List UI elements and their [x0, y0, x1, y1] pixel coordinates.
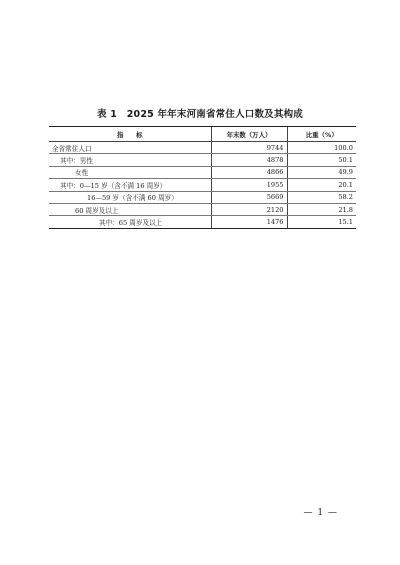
- row-value: 4866: [211, 166, 287, 178]
- header-indicator: 指 标: [49, 127, 211, 142]
- page-number: — 1 —: [303, 508, 338, 518]
- row-share: 100.0: [287, 142, 356, 154]
- row-share: 58.2: [287, 191, 356, 203]
- row-share: 21.8: [287, 203, 356, 215]
- row-value: 1476: [211, 216, 287, 228]
- table-row: [49, 166, 356, 178]
- header-proportion: 比重（%）: [287, 127, 356, 142]
- row-value: 1955: [211, 179, 287, 191]
- table-row: [49, 216, 356, 228]
- row-value: 9744: [211, 142, 287, 154]
- row-share: 15.1: [287, 216, 356, 228]
- row-label: 其中：65 周岁及以上: [49, 216, 211, 228]
- row-share: 49.9: [287, 166, 356, 178]
- table-row: [49, 179, 356, 191]
- table-row: [49, 154, 356, 166]
- table-header-row: [49, 127, 356, 142]
- row-label: 60 周岁及以上: [49, 203, 211, 215]
- row-label: 女性: [49, 166, 211, 178]
- table-row: [49, 191, 356, 203]
- row-share: 20.1: [287, 179, 356, 191]
- header-year-end-count: 年末数（万人）: [211, 127, 287, 142]
- row-label: 其中：0—15 岁（含不满 16 周岁）: [49, 179, 211, 191]
- row-label: 全省常住人口: [49, 142, 211, 154]
- page-number-footer: [0, 508, 400, 518]
- row-share: 50.1: [287, 154, 356, 166]
- row-label: 其中：男性: [49, 154, 211, 166]
- table-row: [49, 203, 356, 215]
- row-value: 5669: [211, 191, 287, 203]
- row-value: 2120: [211, 203, 287, 215]
- table-row: [49, 142, 356, 154]
- population-table: [49, 126, 356, 229]
- table-title: 表 1 2025 年年末河南省常住人口数及其构成: [97, 109, 303, 120]
- row-label: 16—59 岁（含不满 60 周岁）: [49, 191, 211, 203]
- row-value: 4878: [211, 154, 287, 166]
